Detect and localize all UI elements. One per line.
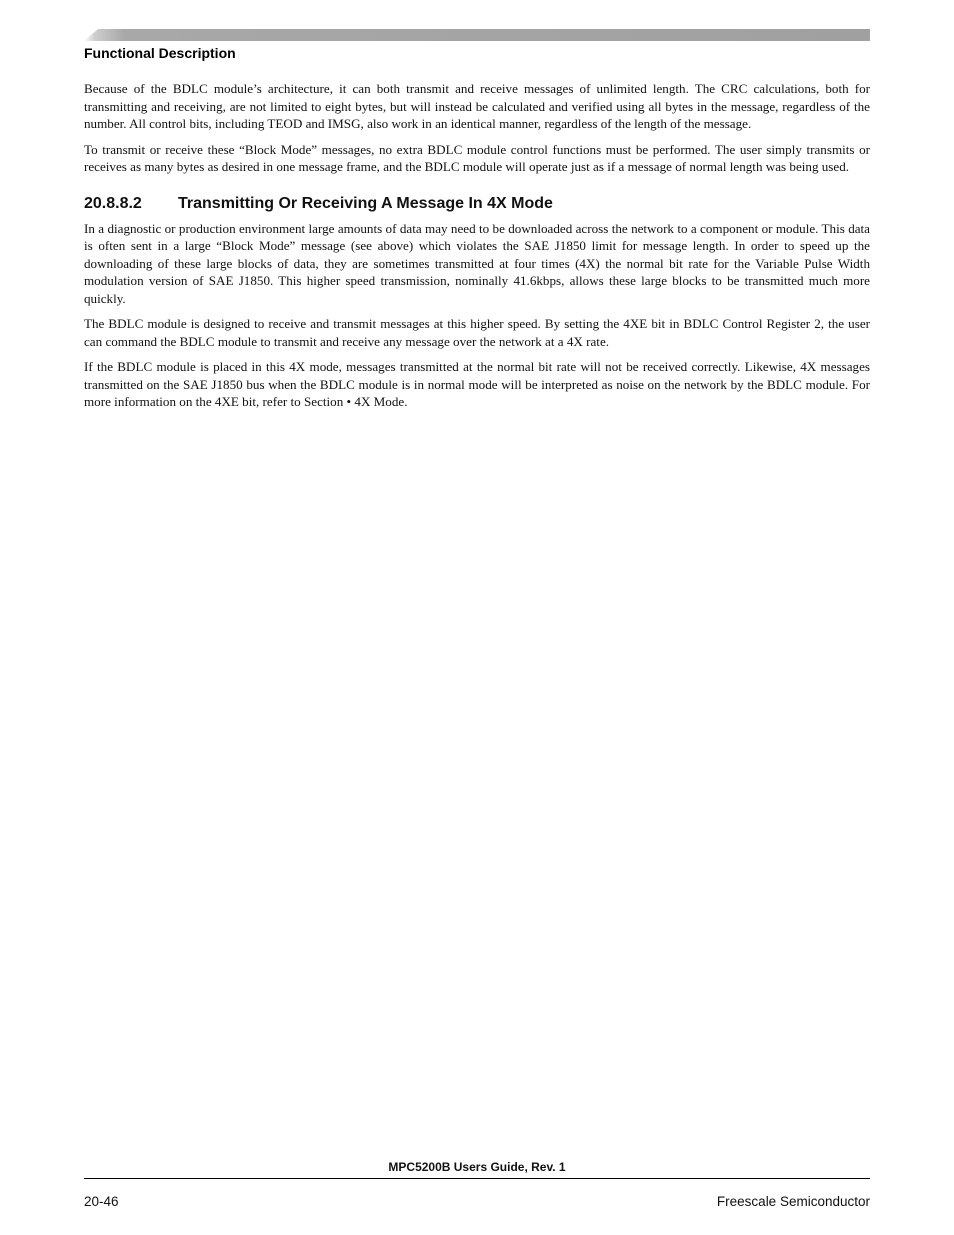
document-body <box>84 80 870 419</box>
footer-divider <box>84 1178 870 1179</box>
section-title: Transmitting Or Receiving A Message In 4X Mode <box>178 194 553 212</box>
header-bar <box>84 29 870 41</box>
company-name: Freescale Semiconductor <box>716 1194 870 1209</box>
running-title: Functional Description <box>84 45 236 61</box>
footer-doc-title: MPC5200B Users Guide, Rev. 1 <box>388 1160 566 1174</box>
body-paragraph: The BDLC module is designed to receive and transmit messages at this higher speed. By setting the 4XE bit in BDLC Control Register 2, the user can command the BDLC module to transmit and receive any message over the network at a 4X rate. <box>84 316 870 349</box>
body-paragraph: In a diagnostic or production environment large amounts of data may need to be downloaded across the network to a component or module. This data is often sent in a large “Block Mode” message (see above) which violates the SAE J1850 limit for message length. In order to speed up the downloading of these large blocks of data, they are sometimes transmitted at four times (4X) the normal bit rate for the Variable Pulse Width modulation version of SAE J1850. This higher speed transmission, nominally 41.6kbps, allows these large blocks to be transmitted much more quickly. <box>84 220 870 306</box>
body-paragraph: Because of the BDLC module’s architecture, it can both transmit and receive messages of unlimited length. The CRC calculations, both for transmitting and receiving, are not limited to eight bytes, but will instead be calculated and verified using all bytes in the message, regardless of the number. All control bits, including TEOD and IMSG, also work in an identical manner, regardless of the length of the message. <box>84 81 870 131</box>
body-paragraph: If the BDLC module is placed in this 4X mode, messages transmitted at the normal bit rate will not be received correctly. Likewise, 4X messages transmitted on the SAE J1850 bus when the BDLC module is in normal mode will be interpreted as noise on the network by the BDLC module. For more information on the 4XE bit, refer to Section • 4X Mode. <box>84 359 870 409</box>
section-number: 20.8.8.2 <box>84 194 142 212</box>
page-number: 20-46 <box>84 1194 119 1209</box>
body-paragraph: To transmit or receive these “Block Mode” messages, no extra BDLC module control functions must be performed. The user simply transmits or receives as many bytes as desired in one message frame, and the BDLC module will operate just as if a message of normal length was being used. <box>84 141 870 174</box>
section-heading <box>84 194 870 214</box>
